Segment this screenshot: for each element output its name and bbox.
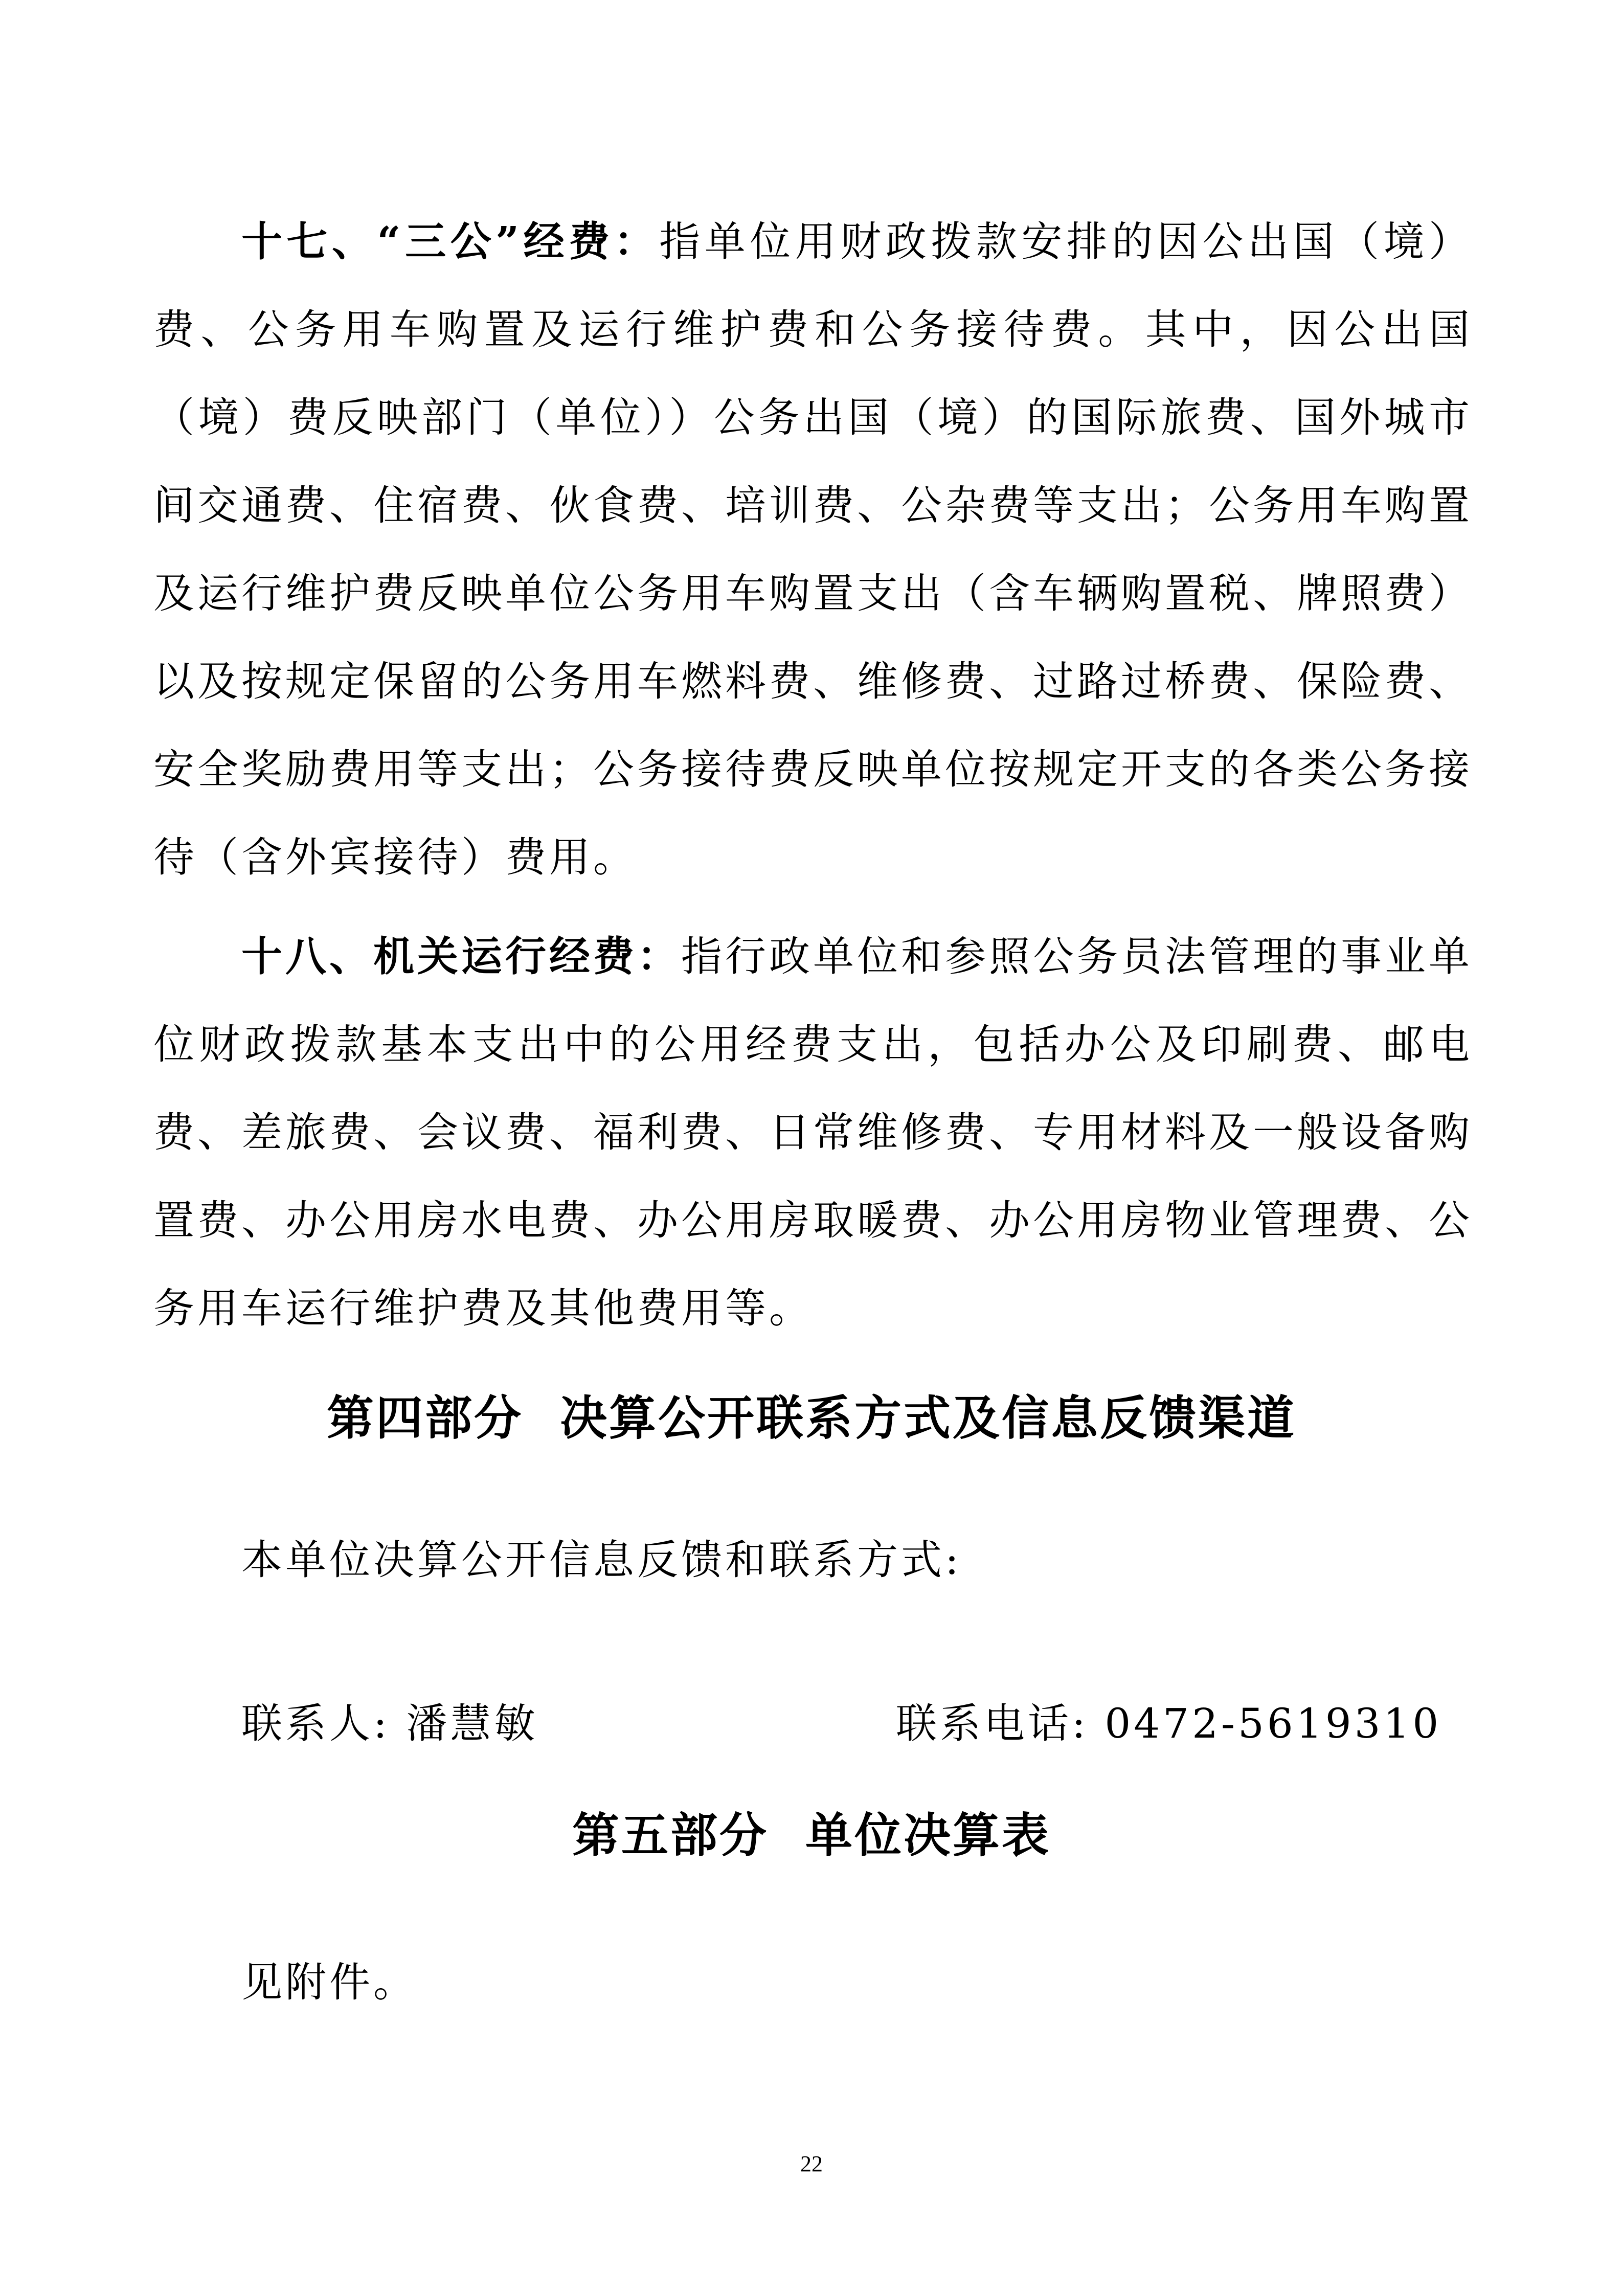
page-number: 22	[800, 2151, 823, 2176]
attachment-note: 见附件。	[241, 1959, 417, 2006]
section-17-paragraph	[153, 197, 1473, 902]
section-17-body: 指单位用财政拨款安排的因公出国（境）费、公务用车购置及运行维护费和公务接待费。其中，因公出国（境）费反映部门（单位））公务出国（境）的国际旅费、国外城市间交通费、住宿费、伙食费、培训费、公杂费等支出；公务用车购置及运行维护费反映单位公务用车购置支出（含车辆购置税、牌照费）以及按规定保留的公务用车燃料费、维修费、过路过桥费、保险费、安全奖励费用等支出；公务接待费反映单位按规定开支的各类公务接待（含外宾接待）费用。	[153, 218, 1473, 881]
section-18-body: 指行政单位和参照公务员法管理的事业单位财政拨款基本支出中的公用经费支出，包括办公及印刷费、邮电费、差旅费、会议费、福利费、日常维修费、专用材料及一般设备购置费、办公用房水电费、办公用房取暖费、办公用房物业管理费、公务用车运行维护费及其他费用等。	[153, 933, 1473, 1332]
feedback-intro: 本单位决算公开信息反馈和联系方式:	[241, 1536, 962, 1584]
section-18-title: 十八、机关运行经费：	[241, 932, 681, 980]
section-17-title: 十七、“三公”经费：	[241, 217, 660, 265]
part-5-heading: 第五部分 单位决算表	[572, 1808, 1051, 1863]
contact-person: 联系人: 潘慧敏	[241, 1700, 538, 1747]
section-18-paragraph	[153, 912, 1473, 1353]
part-4-heading: 第四部分 决算公开联系方式及信息反馈渠道	[326, 1390, 1297, 1446]
contact-phone: 联系电话: 0472-5619310	[896, 1700, 1442, 1747]
